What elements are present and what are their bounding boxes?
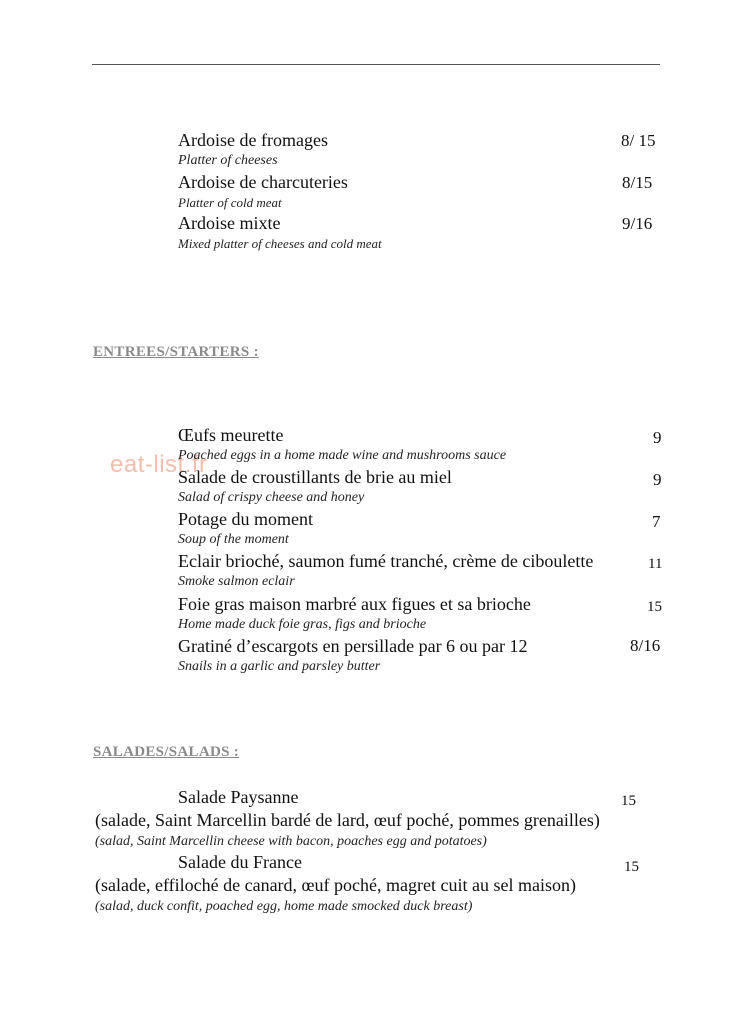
menu-item-name: Salade de croustillants de brie au miel	[178, 467, 452, 487]
menu-item-name: Ardoise de fromages	[178, 130, 328, 150]
menu-item-description: Salad of crispy cheese and honey	[178, 490, 365, 505]
menu-item-description: Snails in a garlic and parsley butter	[178, 659, 381, 674]
menu-item-description: Platter of cold meat	[178, 195, 282, 210]
menu-item-name: Œufs meurette	[178, 425, 284, 445]
menu-item-price: 7	[652, 512, 661, 531]
menu-item-name: Eclair brioché, saumon fumé tranché, crème de ciboulette	[178, 551, 594, 571]
menu-item-description: (salad, Saint Marcellin cheese with bacon, poaches egg and potatoes)	[95, 834, 487, 849]
menu-item-details: (salade, effiloché de canard, œuf poché, magret cuit au sel maison)	[95, 875, 576, 895]
watermark: eat-list.fr	[110, 451, 208, 478]
menu-item-name: Foie gras maison marbré aux figues et sa brioche	[178, 594, 531, 614]
header-rule	[92, 64, 660, 65]
menu-item-description: Poached eggs in a home made wine and mushrooms sauce	[178, 448, 507, 463]
menu-item-price: 9	[653, 470, 662, 489]
menu-item-details: (salade, Saint Marcellin bardé de lard, œuf poché, pommes grenailles)	[95, 810, 600, 830]
menu-item-price: 15	[624, 859, 639, 875]
menu-item-price: 15	[647, 599, 662, 615]
menu-item-price: 8/ 15	[621, 131, 656, 150]
menu-item-name: Ardoise de charcuteries	[178, 172, 348, 192]
menu-item-description: Smoke salmon eclair	[178, 574, 295, 589]
menu-item-price: 9/16	[622, 214, 653, 233]
menu-item-description: Mixed platter of cheeses and cold meat	[178, 236, 382, 251]
menu-item-name: Gratiné d’escargots en persillade par 6 ou par 12	[178, 636, 528, 656]
menu-item-name: Salade du France	[178, 852, 302, 872]
menu-item-price: 8/15	[622, 173, 653, 192]
menu-item-price: 9	[653, 428, 662, 447]
menu-item-description: Home made duck foie gras, figs and brioche	[178, 617, 427, 632]
menu-item-name: Salade Paysanne	[178, 787, 299, 807]
menu-item-description: (salad, duck confit, poached egg, home made smocked duck breast)	[95, 899, 473, 914]
menu-item-description: Soup of the moment	[178, 532, 289, 547]
menu-item-price: 11	[648, 556, 663, 572]
menu-item-name: Ardoise mixte	[178, 213, 281, 233]
section-title-starters: ENTREES/STARTERS :	[93, 344, 259, 360]
section-title-salads: SALADES/SALADS :	[93, 744, 240, 760]
menu-item-price: 8/16	[630, 636, 661, 655]
menu-item-name: Potage du moment	[178, 509, 313, 529]
menu-item-price: 15	[621, 793, 636, 809]
menu-item-description: Platter of cheeses	[178, 153, 278, 168]
